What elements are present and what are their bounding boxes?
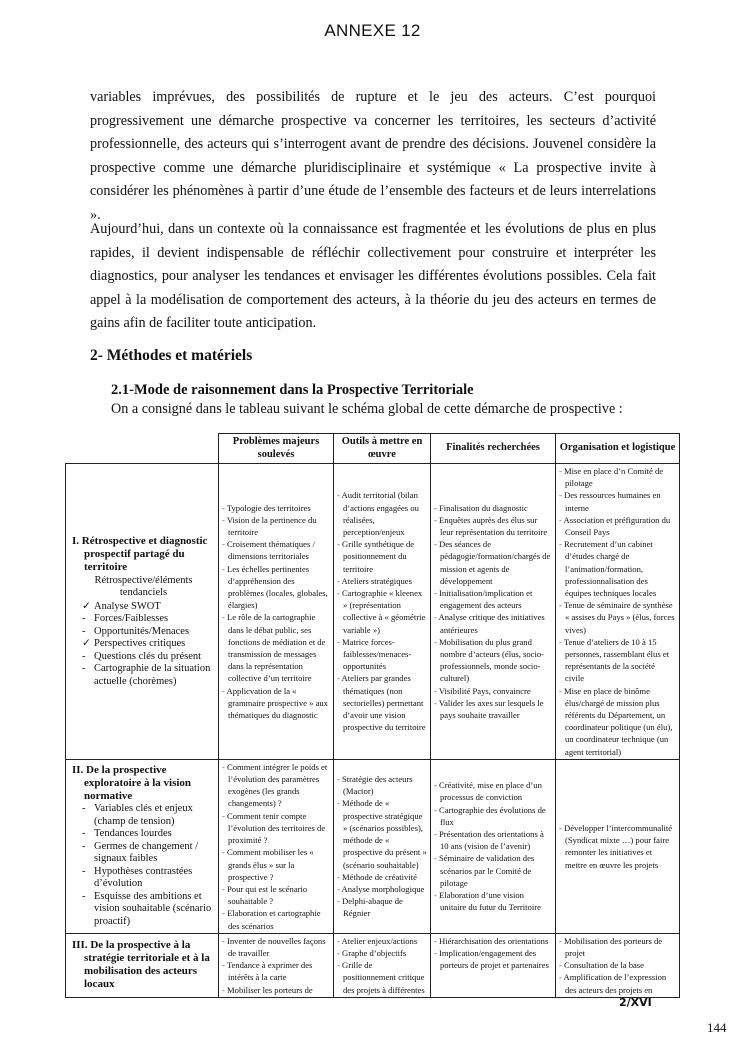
phase-item [72,613,215,626]
phase-item [72,663,215,688]
subsection-heading: 2.1-Mode de raisonnement dans la Prospective Territoriale [111,382,474,398]
checkmark-icon: ✓ [82,638,91,650]
list-item: - Tenue d’ateliers de 10 à 15 personnes, rassemblant élus et représentants de la société civile [559,636,676,685]
list-item: - Présentation des orientations à 10 ans (vision de l’avenir) [434,828,552,852]
header-goals: Finalités recherchées [431,434,556,464]
list-item: - Croisement thématiques / dimensions territoriales [222,538,330,562]
phase-item [72,841,215,866]
list-item: - Pour qui est le scénario souhaitable ? [222,883,330,907]
list-item: - Vision de la pertinence du territoire [222,514,330,538]
list-item: - Typologie des territoires [222,502,330,514]
dash-bullet: - [82,613,86,625]
table-header-row [66,434,680,464]
list-item: - Cartographie des évolutions de flux [434,804,552,828]
list-item: - Grille synthétique de positionnement du territoire [337,538,427,575]
organisation-cell [556,933,680,997]
list-item: - Des ressources humaines en interne [559,489,676,513]
list-item: - Méthode de créativité [337,871,427,883]
list-item: - Delphi-abaque de Régnier [337,895,427,919]
list-item: - Développer l’intercommunalité (Syndicat mixte …) pour faire remonter les initiatives et mettre en œuvre les projets [559,822,676,871]
tools-cell [334,464,431,760]
list-item: - Audit territorial (bilan d’actions engagées ou réalisées, perception/enjeux [337,489,427,538]
list-item: - Ateliers stratégiques [337,575,427,587]
list-item: - Analyse critique des initiatives antérieures [434,611,552,635]
problems-cell [219,933,334,997]
phase-item-text: Tendances lourdes [94,828,172,840]
phase-item [72,626,215,639]
dash-bullet: - [82,663,86,675]
list-item: - Mobilisation des porteurs de projet [559,935,676,959]
list-item: - Recrutement d’un cabinet d’études chargé de l’animation/formation, professionnalisation des équipes techniques locales [559,538,676,599]
phase-item [72,803,215,828]
list-item: - Matrice forces-faiblesses/menaces-opportunités [337,636,427,673]
dash-bullet: - [82,828,86,840]
phase-subtitle: Rétrospective/éléments tendanciels [94,574,193,599]
phase-item-text: Esquisse des ambitions et vision souhaitable (scénario proactif) [94,890,212,927]
list-item: - Enquêtes auprès des élus sur leur représentation du territoire [434,514,552,538]
list-item: - Mise en place d’n Comité de pilotage [559,465,676,489]
list-item: - Tendance à exprimer des intérêts à la carte [222,959,330,983]
list-item: - Inventer de nouvelles façons de travailler [222,935,330,959]
problems-cell [219,759,334,933]
header-blank [66,434,219,464]
list-item: - Mobilisation du plus grand nombre d’acteurs (élus, socio-professionnels, monde socio-culturel) [434,636,552,685]
phase-item-text: Forces/Faiblesses [94,613,169,625]
phase-item [72,651,215,664]
list-item: - Valider les axes sur lesquels le pays souhaite travailler [434,697,552,721]
list-item: - Créativité, mise en place d’un processus de conviction [434,779,552,803]
phase-item-text: Opportunités/Menaces [94,625,190,637]
list-item: - Graphe d’objectifs [337,947,427,959]
dash-bullet: - [82,840,86,852]
list-item: - Grille de positionnement critique des projets à différentes [337,959,427,996]
list-item: - Analyse morphologique [337,883,427,895]
dash-bullet: - [82,890,86,902]
list-item: - Séminaire de validation des scénarios par le Comité de pilotage [434,852,552,889]
list-item: - Amplification de l’expression des acteurs des projets en [559,971,676,995]
list-item: - Tenue de séminaire de synthèse « assises du Pays » (élus, forces vives) [559,599,676,636]
phase-item-text: Germes de changement / signaux faibles [94,840,199,865]
checkmark-icon: ✓ [82,600,91,612]
phase-cell [66,759,219,933]
phase-item-text: Variables clés et enjeux (champ de tension) [94,803,193,827]
phase-title: II. De la prospective exploratoire à la vision normative [72,764,192,803]
list-item: - Stratégie des acteurs (Mactor) [337,773,427,797]
phase-item-text: Cartographie de la situation actuelle (chorèmes) [94,663,211,687]
organisation-cell [556,759,680,933]
list-item: - Mise en place de binôme élus/chargé de mission plus référents du Département, un coordinateur politique (un élu), un coordinateur technique (un agent territorial) [559,685,676,758]
annex-title: ANNEXE 12 [324,21,421,40]
header-organisation: Organisation et logistique [556,434,680,464]
problems-cell [219,464,334,760]
dash-bullet: - [82,865,86,877]
list-item: - Atelier enjeux/actions [337,935,427,947]
list-item: - Ateliers par grandes thématiques (non sectorielles) permettant d’avoir une vision prospective du territoire [337,672,427,733]
table-row [66,464,680,760]
phase-item [72,828,215,841]
section-heading: 2- Méthodes et matériels [90,347,253,364]
list-item: - Comment intégrer le poids et l’évolution des paramètres exogènes (les grands changements) ? [222,761,330,810]
list-item: - Finalisation du diagnostic [434,502,552,514]
list-item: - Le rôle de la cartographie dans le débat public, ses fonctions de médiation et de transmission de messages dans la représentation collective d’un territoire [222,611,330,684]
paragraph: Aujourd’hui, dans un contexte où la connaissance est fragmentée et les évolutions de plus en plus rapides, il devient indispensable de réfléchir collectivement pour construire et interpréter les diagnostics, pour analyser les tendances et envisager les différentes évolutions possibles. Cela fait appel à la modélisation de comportement des acteurs, à la théorie du jeu des acteurs en termes de gains afin de faciliter toute anticipation. [90,221,656,331]
list-item: - Cartographie « kleenex » (représentation collective à « géométrie variable ») [337,587,427,636]
goals-cell [431,759,556,933]
goals-cell [431,933,556,997]
dash-bullet: - [82,625,86,637]
list-item: - Comment tenir compte l’évolution des territoires de proximité ? [222,810,330,847]
list-item: - Les échelles pertinentes d’appréhension des problèmes (locales, globales, élargies) [222,563,330,612]
phase-item [72,601,215,614]
phase-item [72,866,215,891]
phase-item [72,638,215,651]
phase-item-text: Perspectives critiques [94,638,186,650]
list-item: - Mobiliser les porteurs de [222,984,330,996]
phase-cell [66,464,219,760]
list-item: - Comment mobiliser les « grands élus » sur la prospective ? [222,846,330,883]
phase-title: I. Rétrospective et diagnostic prospectif partagé du territoire [72,534,208,573]
list-item: - Des séances de pédagogie/formation/chargés de mission et agents de développement [434,538,552,587]
header-problems: Problèmes majeurs soulevés [219,434,334,464]
organisation-cell [556,464,680,760]
phase-cell [66,933,219,997]
annex-page-number: 2/XVI [619,996,652,1009]
phase-item-text: Hypothèses contrastées d’évolution [94,865,193,890]
list-item: - Initialisation/implication et engagement des acteurs [434,587,552,611]
header-tools: Outils à mettre en œuvre [334,434,431,464]
prospective-table [65,433,680,998]
tools-cell [334,933,431,997]
table-row [66,933,680,997]
list-item: - Elaboration d’une vision unitaire du futur du Territoire [434,889,552,913]
goals-cell [431,464,556,760]
phase-item-text: Analyse SWOT [94,600,161,612]
phase-item-text: Questions clés du présent [94,650,202,662]
table-row [66,759,680,933]
list-item: - Méthode de « prospective stratégique » (scénarios possibles), méthode de « prospective du présent » (scénario souhaitable) [337,797,427,870]
list-item: - Association et préfiguration du Conseil Pays [559,514,676,538]
phase-title: III. De la prospective à la stratégie territoriale et à la mobilisation des acteurs locaux [72,939,210,991]
phase-item [72,891,215,929]
list-item: - Elaboration et cartographie des scénarios [222,907,330,931]
list-item: - Consultation de la base [559,959,676,971]
list-item: - Implication/engagement des porteurs de projet et partenaires [434,947,552,971]
list-item: - Hiérarchisation des orientations [434,935,552,947]
list-item: - Visibilité Pays, convaincre [434,685,552,697]
paragraph: variables imprévues, des possibilités de rupture et le jeu des acteurs. C’est pourquoi progressivement une démarche prospective va concerner les territoires, les secteurs d’activité professionnelle, des acteurs qui s’interrogent avant de prendre des décisions. Jouvenel considère la prospective comme une démarche pluridisciplinaire et systémique « La prospective invite à considérer les phénomènes à partir d’une étude de l’ensemble des facteurs et de leurs interrelations ». [90,89,656,223]
dash-bullet: - [82,803,86,815]
tools-cell [334,759,431,933]
dash-bullet: - [82,650,86,662]
page-number: 144 [707,1020,727,1035]
list-item: - Applicvation de la « grammaire prospective » aux thématiques du diagnostic [222,685,330,722]
table-intro: On a consigné dans le tableau suivant le schéma global de cette démarche de prospective : [111,401,623,417]
